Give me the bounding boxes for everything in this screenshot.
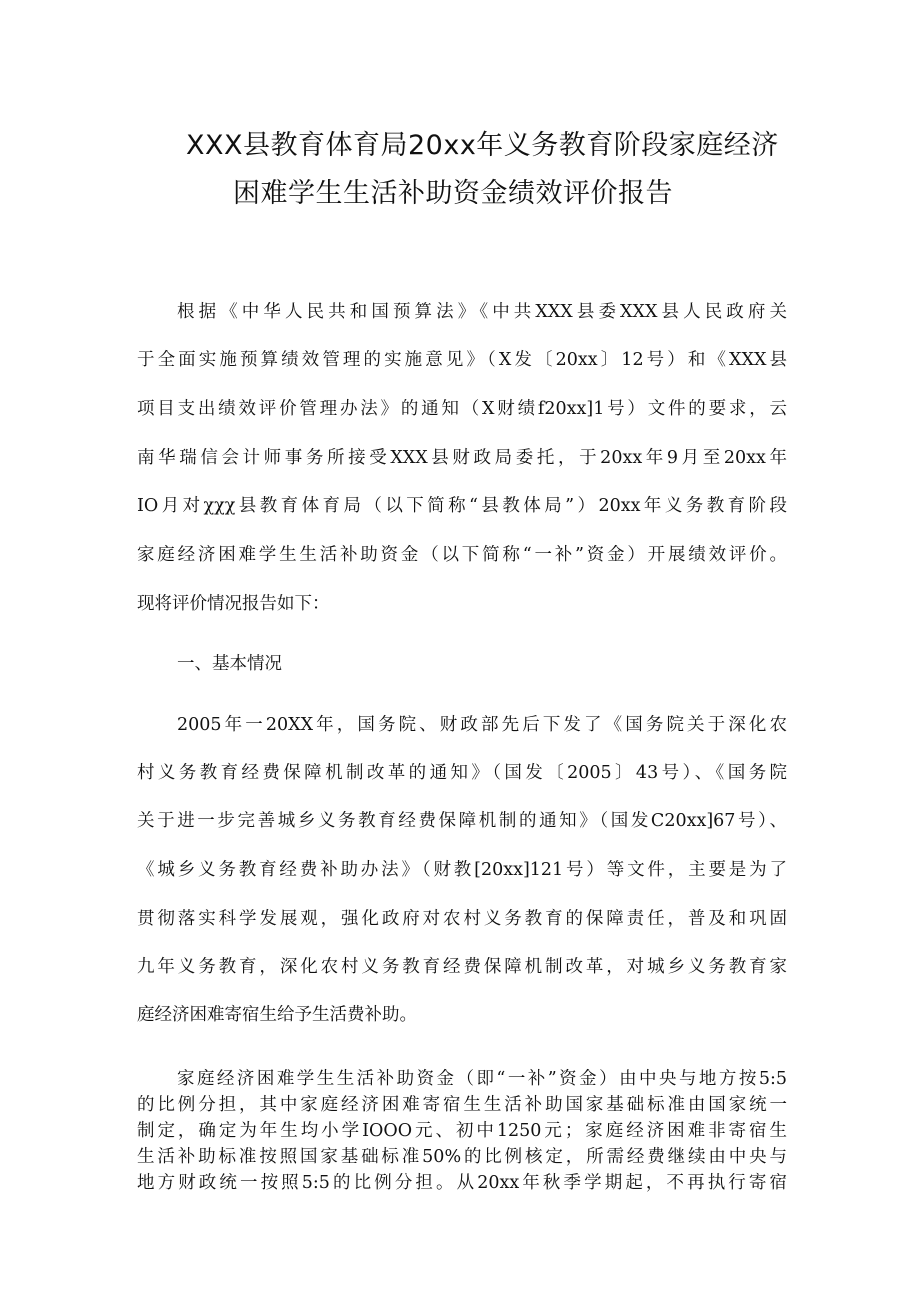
paragraph-3-line-4: 生活补助标准按照国家基础标准50%的比例核定，所需经费继续由中央与: [137, 1147, 787, 1167]
report-title-line-1: XXX县教育体育局20xx年义务教育阶段家庭经济: [186, 130, 779, 161]
paragraph-1-line-2: 于全面实施预算绩效管理的实施意见》（X发〔20xx〕12号）和《XXX县: [137, 350, 787, 370]
paragraph-2-line-7: 庭经济困难寄宿生给予生活费补助。: [137, 1005, 417, 1025]
paragraph-3-line-1: 家庭经济困难学生生活补助资金（即“一补”资金）由中央与地方按5:5: [177, 1069, 787, 1089]
paragraph-1-line-5: IO月对χχχ县教育体育局（以下简称“县教体局”）20xx年义务教育阶段: [137, 496, 787, 516]
paragraph-1-line-6: 家庭经济困难学生生活补助资金（以下简称“一补”资金）开展绩效评价。: [137, 545, 787, 565]
paragraph-1-line-7: 现将评价情况报告如下：: [137, 594, 330, 614]
paragraph-1-line-3: 项目支出绩效评价管理办法》的通知（X财绩f20xx]1号）文件的要求，云: [137, 399, 787, 419]
paragraph-2-line-6: 九年义务教育，深化农村义务教育经费保障机制改革，对城乡义务教育家: [137, 957, 787, 977]
report-title-line-2: 困难学生生活补助资金绩效评价报告: [233, 178, 673, 209]
paragraph-2-line-5: 贯彻落实科学发展观，强化政府对农村义务教育的保障责任，普及和巩固: [137, 909, 787, 929]
paragraph-1-line-4: 南华瑞信会计师事务所接受XXX县财政局委托，于20xx年9月至20xx年: [137, 448, 787, 468]
paragraph-1-line-1: 根据《中华人民共和国预算法》《中共XXX县委XXX县人民政府关: [177, 302, 787, 322]
paragraph-2-line-3: 关于进一步完善城乡义务教育经费保障机制的通知》（国发C20xx]67号）、: [137, 811, 787, 831]
section-heading-basic-info: 一、基本情况: [177, 654, 282, 674]
paragraph-3-line-5: 地方财政统一按照5:5的比例分担。从20xx年秋季学期起，不再执行寄宿: [137, 1173, 787, 1193]
paragraph-2-line-1: 2005年一20XX年，国务院、财政部先后下发了《国务院关于深化农: [177, 715, 787, 735]
paragraph-2-line-4: 《城乡义务教育经费补助办法》（财教[20xx]121号）等文件，主要是为了: [137, 860, 787, 880]
paragraph-2-line-2: 村义务教育经费保障机制改革的通知》（国发〔2005〕43号）、《国务院: [137, 763, 787, 783]
paragraph-3-line-2: 的比例分担，其中家庭经济困难寄宿生生活补助国家基础标准由国家统一: [137, 1095, 787, 1115]
paragraph-3-line-3: 制定，确定为年生均小学IOOO元、初中1250元；家庭经济困难非寄宿生: [137, 1121, 787, 1141]
